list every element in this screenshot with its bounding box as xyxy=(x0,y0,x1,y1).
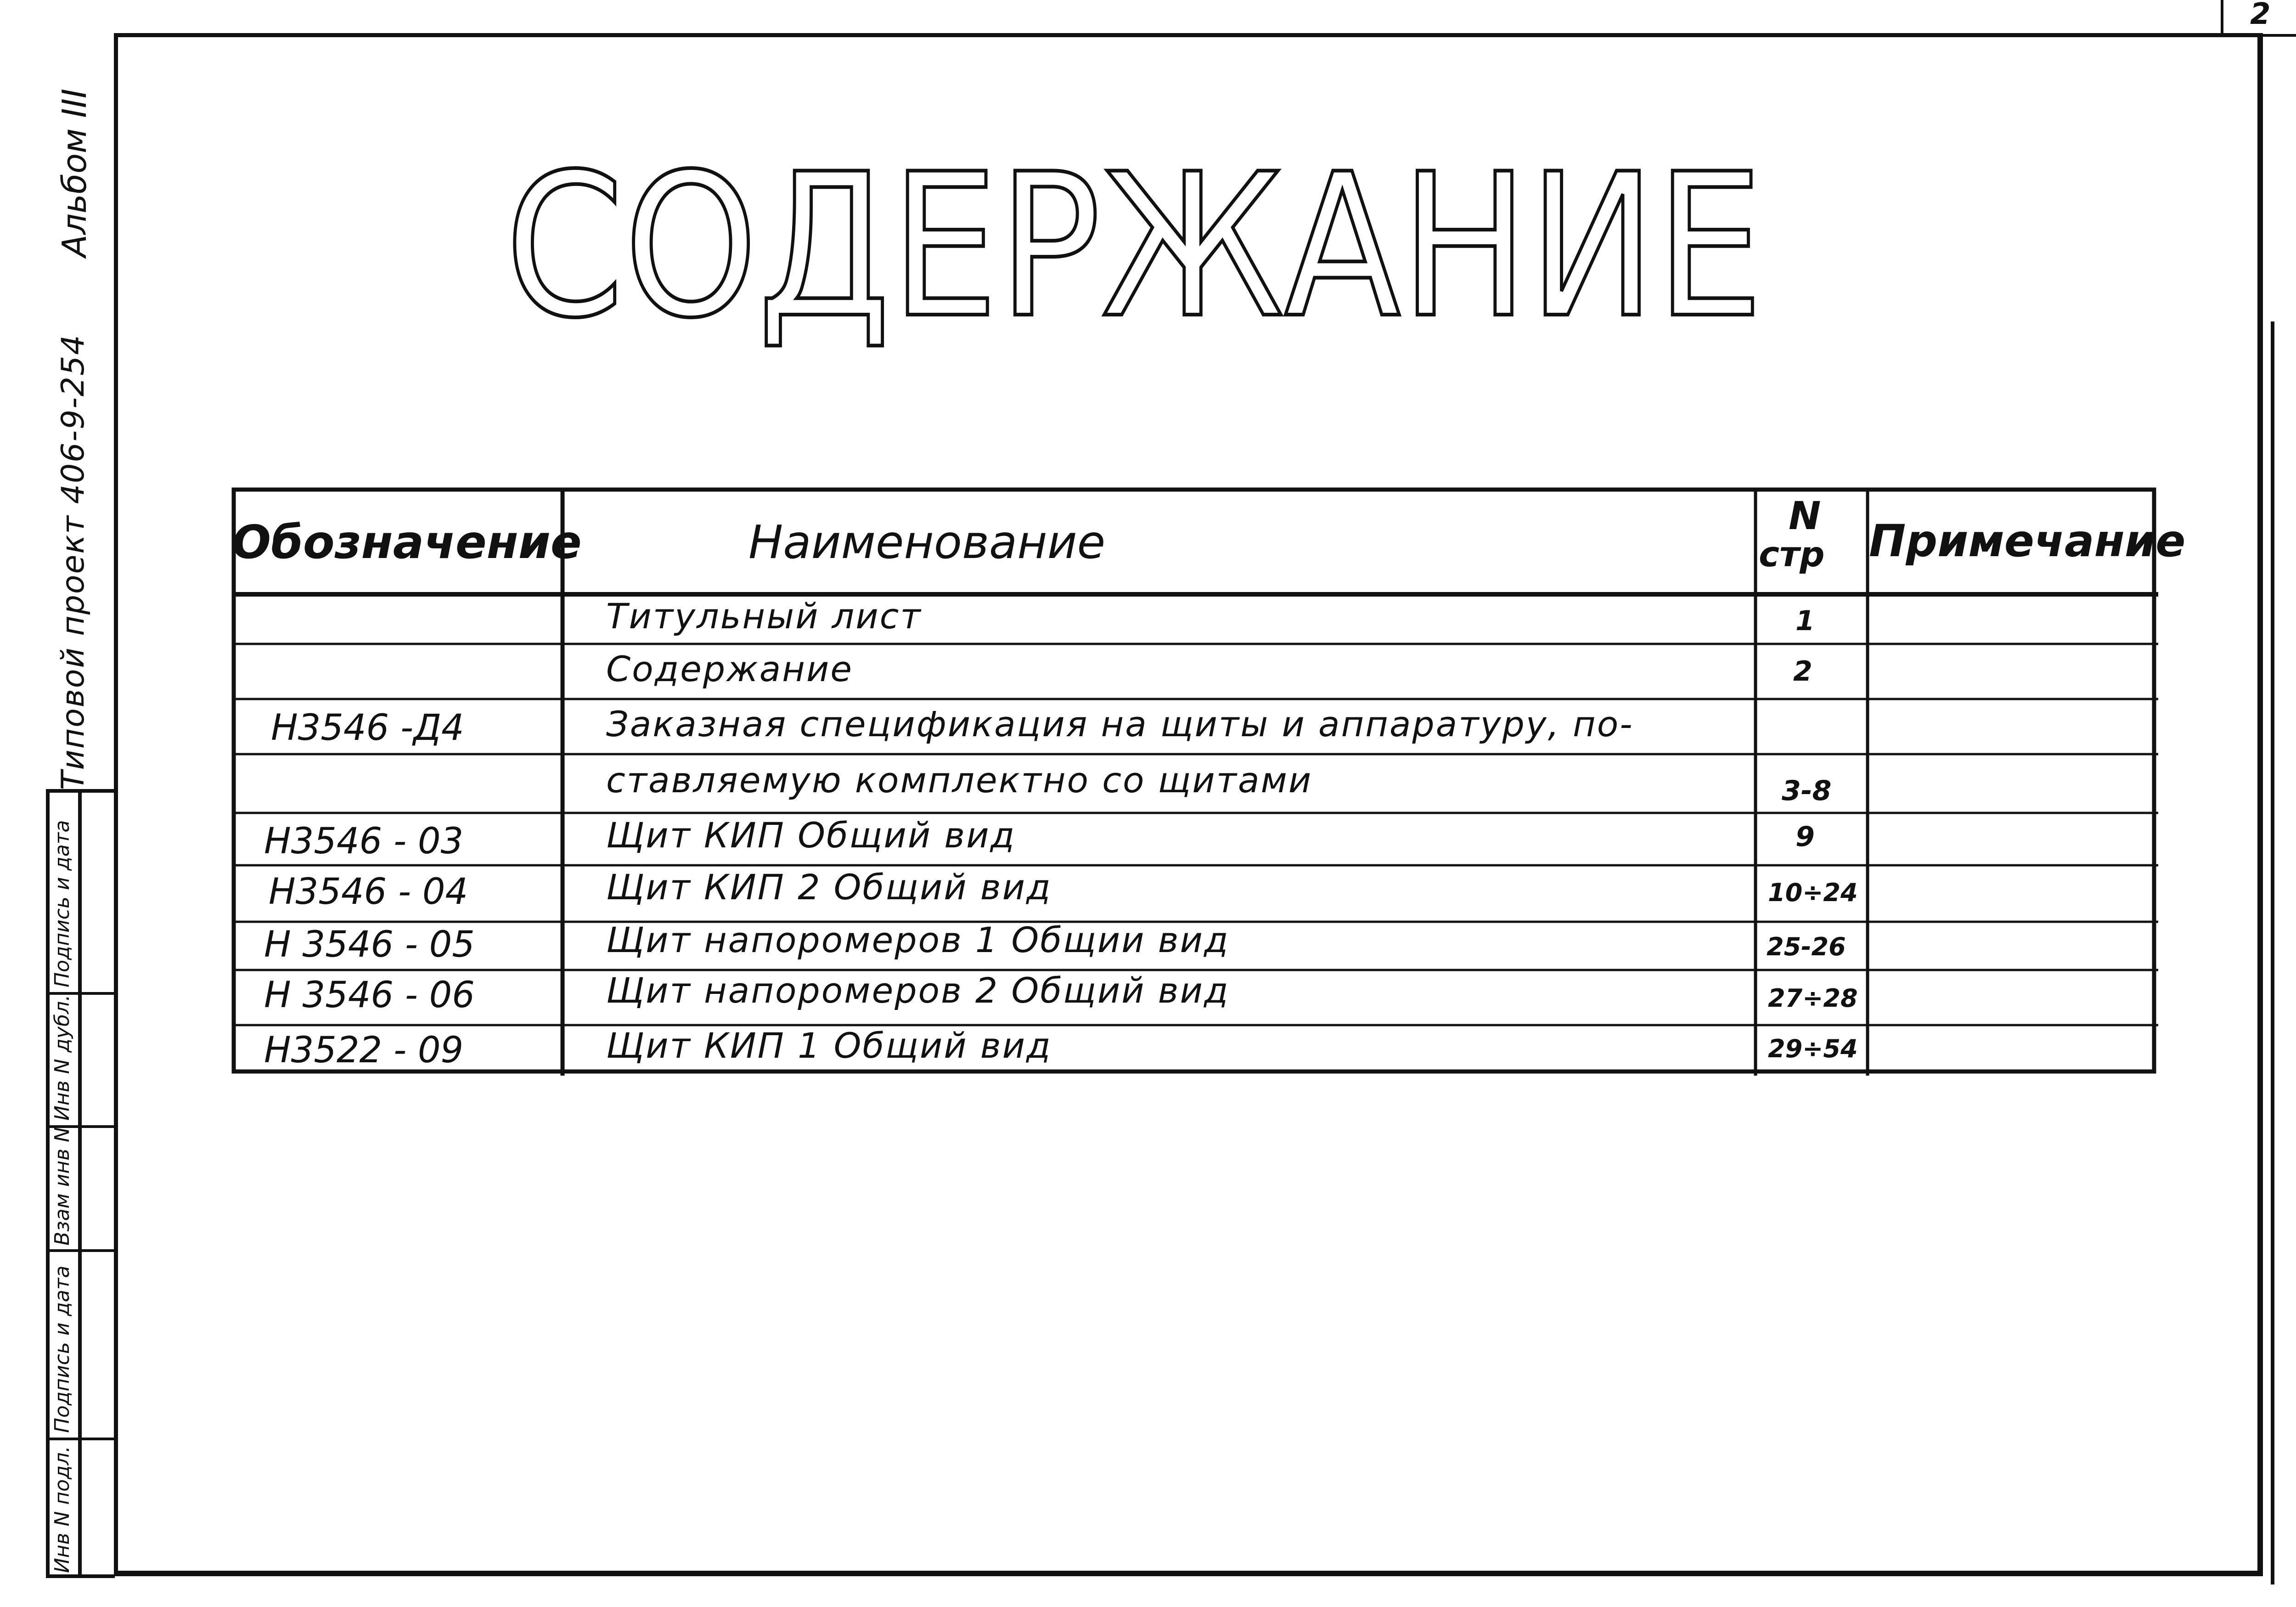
row-page: 29÷54 xyxy=(1768,1034,1858,1063)
header-name: Наименование xyxy=(748,515,1106,569)
row-code: Н 3546 - 06 xyxy=(264,975,475,1016)
row-code: Н3522 - 09 xyxy=(264,1030,464,1071)
stamp-label-3: Взам инв N xyxy=(51,1127,74,1246)
row-name: Содержание xyxy=(606,648,853,689)
project-label: Типовой проект 406-9-254 xyxy=(55,334,91,790)
row-page: 2 xyxy=(1793,655,1812,688)
stamp-line-4 xyxy=(46,1438,115,1440)
row-name: Заказная спецификация на щиты и аппаратуру, по- xyxy=(606,704,1634,744)
row-code: Н3546 - 04 xyxy=(269,871,468,913)
row-name: Щит напоромеров 1 Общии вид xyxy=(606,919,1230,960)
contents-table xyxy=(232,488,2186,1076)
title-heading xyxy=(496,132,1782,361)
stamp-strip-left-border xyxy=(46,790,50,1578)
row-page: 9 xyxy=(1795,821,1815,853)
header-note: Примечание xyxy=(1869,515,2186,567)
header-page-str: стр xyxy=(1759,534,1825,575)
stamp-line-3 xyxy=(46,1249,115,1252)
stamp-label-1: Подпись и дата xyxy=(51,820,74,987)
row-code: Н3546 - 03 xyxy=(264,821,464,862)
stamp-label-2: Инв N дубл. xyxy=(51,994,74,1121)
row-page: 3-8 xyxy=(1782,775,1832,807)
header-designation: Обозначение xyxy=(232,515,582,569)
row-page: 25-26 xyxy=(1767,932,1846,961)
row-page: 10÷24 xyxy=(1768,878,1858,907)
stamp-label-5: Инв N подл. xyxy=(51,1446,74,1573)
stamp-strip-divider xyxy=(78,790,82,1578)
header-page-n: N xyxy=(1789,493,1821,538)
right-margin-line xyxy=(2271,321,2274,1584)
stamp-label-4: Подпись и дата xyxy=(51,1265,74,1433)
row-name: ставляемую комплектно со щитами xyxy=(606,760,1313,801)
row-name: Щит КИП Общий вид xyxy=(606,815,1016,856)
row-name: Щит КИП 1 Общий вид xyxy=(606,1025,1052,1066)
title-text: СОДЕРЖАНИЕ xyxy=(505,132,1763,361)
row-name: Щит КИП 2 Общий вид xyxy=(606,867,1052,908)
row-page: 1 xyxy=(1795,605,1815,637)
sheet-number: 2 xyxy=(2250,0,2271,31)
row-code: Н 3546 - 05 xyxy=(264,924,475,965)
stamp-strip-bottom xyxy=(46,1574,115,1578)
row-code: Н3546 -Д4 xyxy=(271,707,464,749)
row-name: Титульный лист xyxy=(606,596,922,637)
row-name: Щит напоромеров 2 Общий вид xyxy=(606,970,1230,1011)
row-page: 27÷28 xyxy=(1768,984,1858,1013)
album-label: Альбом III xyxy=(55,88,94,257)
